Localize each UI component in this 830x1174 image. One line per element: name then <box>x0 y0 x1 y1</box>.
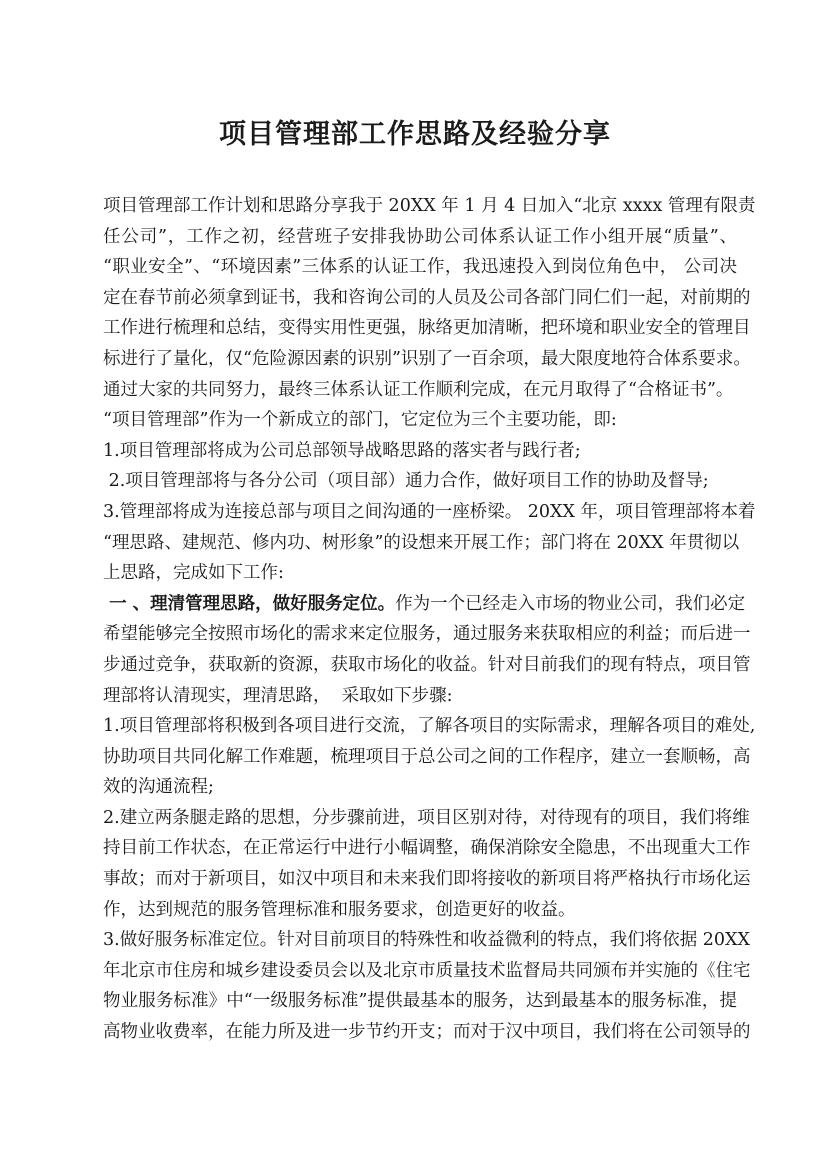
text-line-content: 希望能够完全按照市场化的需求来定位服务，通过服务来获取相应的利益；而后进一 <box>103 624 751 645</box>
text-line <box>103 650 751 681</box>
text-line <box>103 283 751 314</box>
text-line-content: 作为一个已经走入市场的物业公司，我们必定 <box>395 593 746 614</box>
text-line-content: 1.项目管理部将积极到各项目进行交流，了解各项目的实际需求，理解各项目的难处, <box>103 716 756 737</box>
text-line <box>103 344 751 375</box>
text-line <box>103 375 737 406</box>
text-line <box>103 313 751 344</box>
text-line <box>103 252 737 283</box>
text-line-content: 1.项目管理部将成为公司总部领导战略思路的落实者与践行者; <box>103 440 581 461</box>
text-line <box>103 619 751 650</box>
section-heading: 一 、理清管理思路，做好服务定位。 <box>103 593 396 614</box>
text-line <box>103 466 737 497</box>
text-line-content: “理思路、建规范、修内功、树形象”的设想来开展工作；部门将在 20XX 年贯彻以 <box>103 532 740 553</box>
text-line-content: 高物业收费率，在能力所及进一步节约开支；而对于汉中项目，我们将在公司领导的 <box>103 1022 751 1043</box>
text-line-content: 3.管理部将成为连接总部与项目之间沟通的一座桥梁。 20XX 年，项目管理部将本着 <box>103 501 756 522</box>
text-line <box>103 436 737 467</box>
text-line-content: 上思路，完成如下工作: <box>103 563 284 584</box>
text-line <box>103 558 737 589</box>
text-line-content: 效的沟通流程; <box>103 777 214 798</box>
text-line-content: 物业服务标准》中“一级服务标准”提供最基本的服务，达到最基本的服务标准，提 <box>103 991 737 1012</box>
text-line-content: 理部将认清现实，理清思路， 采取如下步骤: <box>103 685 453 706</box>
text-line <box>103 833 751 864</box>
text-line-content: 任公司”，工作之初，经营班子安排我协助公司体系认证工作小组开展“质量”、 <box>103 226 737 247</box>
text-line-content: 事故；而对于新项目，如汉中项目和未来我们即将接收的新项目将严格执行市场化运 <box>103 869 751 890</box>
text-line-content: 步通过竞争，获取新的资源，获取市场化的收益。针对目前我们的现有特点，项目管 <box>103 654 751 675</box>
text-line-content: 3.做好服务标准定位。针对目前项目的特殊性和收益微利的特点，我们将依据 20XX <box>103 930 750 951</box>
text-line-content: 项目管理部工作计划和思路分享我于 20XX 年 1 月 4 日加入“北京 xxxx 管理有限责 <box>103 196 756 216</box>
document-title: 项目管理部工作思路及经验分享 <box>219 119 611 150</box>
text-line-content: 工作进行梳理和总结，变得实用性更强，脉络更加清晰，把环境和职业安全的管理目 <box>103 318 751 339</box>
text-line <box>103 925 750 956</box>
text-line <box>103 956 751 987</box>
text-line-content: 定在春节前必须拿到证书，我和咨询公司的人员及公司各部门同仁们一起，对前期的 <box>103 287 751 308</box>
text-line <box>103 681 737 712</box>
text-line <box>103 864 751 895</box>
text-line <box>103 772 737 803</box>
text-line <box>103 742 751 773</box>
text-line-content: “项目管理部”作为一个新成立的部门，它定位为三个主要功能，即: <box>103 410 617 431</box>
text-line-content: 协助项目共同化解工作难题，梳理项目于总公司之间的工作程序，建立一套顺畅，高 <box>103 746 751 767</box>
text-line <box>103 895 737 926</box>
text-line-content: 年北京市住房和城乡建设委员会以及北京市质量技术监督局共同颁布并实施的《住宅 <box>103 960 751 981</box>
text-line <box>103 986 737 1017</box>
text-line-content: 标进行了量化，仅“危险源因素的识别”识别了一百余项，最大限度地符合体系要求。 <box>103 348 751 369</box>
text-line <box>103 528 740 559</box>
text-line-content: “职业安全”、“环境因素”三体系的认证工作，我迅速投入到岗位角色中， 公司决 <box>103 257 737 278</box>
text-line <box>103 222 737 253</box>
text-line <box>103 191 756 222</box>
text-line-content: 通过大家的共同努力，最终三体系认证工作顺利完成，在元月取得了“合格证书”。 <box>103 379 734 400</box>
text-line <box>103 497 756 528</box>
text-line-content: 作，达到规范的服务管理标准和服务要求，创造更好的收益。 <box>103 899 576 920</box>
document-body <box>103 191 756 1048</box>
text-line-content: 2.建立两条腿走路的思想，分步骤前进，项目区别对待，对待现有的项目，我们将维 <box>103 807 750 828</box>
text-line-content: 2.项目管理部将与各分公司（项目部）通力合作，做好项目工作的协助及督导; <box>103 471 709 492</box>
text-line <box>103 1017 751 1048</box>
text-line <box>103 405 737 436</box>
text-line <box>103 589 746 620</box>
text-line <box>103 803 750 834</box>
text-line <box>103 711 756 742</box>
text-line-content: 持目前工作状态，在正常运行中进行小幅调整，确保消除安全隐患，不出现重大工作 <box>103 838 751 859</box>
